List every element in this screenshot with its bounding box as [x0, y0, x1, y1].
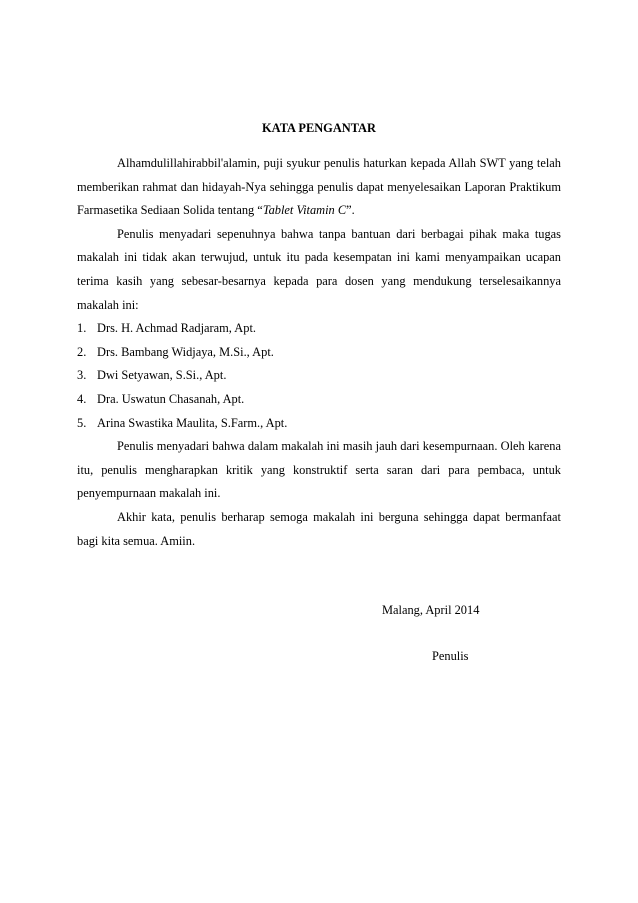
- list-item: [77, 412, 561, 436]
- list-item: [77, 364, 561, 388]
- list-item: [77, 341, 561, 365]
- list-text: Dra. Uswatun Chasanah, Apt.: [97, 391, 245, 406]
- list-number: 2.: [77, 344, 87, 359]
- signer-name: Penulis: [432, 649, 469, 663]
- paragraph-intro-text: Alhamdulillahirabbil'alamin, puji syukur penulis haturkan kepada Allah SWT yang telah memberikan rahmat dan hidayah-Nya sehingga penulis dapat menyelesaikan Laporan Praktikum Farmasetika Sediaan Solida tentang “: [77, 156, 561, 218]
- list-text: Drs. H. Achmad Radjaram, Apt.: [97, 321, 256, 336]
- place-date: Malang, April 2014: [382, 603, 480, 617]
- paragraph-intro: [77, 152, 561, 223]
- thanks-list: [77, 317, 561, 435]
- list-text: Arina Swastika Maulita, S.Farm., Apt.: [97, 415, 288, 430]
- list-number: 3.: [77, 368, 87, 383]
- paragraph-apology: Penulis menyadari bahwa dalam makalah ini masih jauh dari kesempurnaan. Oleh karena itu, penulis mengharapkan kritik yang konstruktif serta saran dari para pembaca, untuk penyempurnaan makalah ini.: [77, 439, 561, 501]
- paragraph-intro-italic: Tablet Vitamin C: [262, 203, 347, 218]
- document-body: [77, 152, 561, 553]
- paragraph-closing: Akhir kata, penulis berharap semoga makalah ini berguna sehingga dapat bermanfaat bagi kita semua. Amiin.: [77, 509, 561, 548]
- list-number: 1.: [77, 321, 87, 336]
- list-item: [77, 317, 561, 341]
- paragraph-thanks: Penulis menyadari sepenuhnya bahwa tanpa bantuan dari berbagai pihak maka tugas makalah ini tidak akan terwujud, untuk itu pada kesempatan ini kami menyampaikan ucapan terima kasih yang sebesar-besarnya kepada para dosen yang mendukung terselesaikannya: [77, 226, 561, 288]
- document-title: KATA PENGANTAR: [262, 121, 376, 135]
- list-number: 5.: [77, 415, 87, 430]
- paragraph-thanks-end: makalah ini:: [77, 297, 139, 312]
- list-text: Dwi Setyawan, S.Si., Apt.: [97, 368, 227, 383]
- paragraph-intro-end: ”.: [346, 203, 355, 218]
- list-number: 4.: [77, 391, 87, 406]
- list-text: Drs. Bambang Widjaya, M.Si., Apt.: [97, 344, 274, 359]
- list-item: [77, 388, 561, 412]
